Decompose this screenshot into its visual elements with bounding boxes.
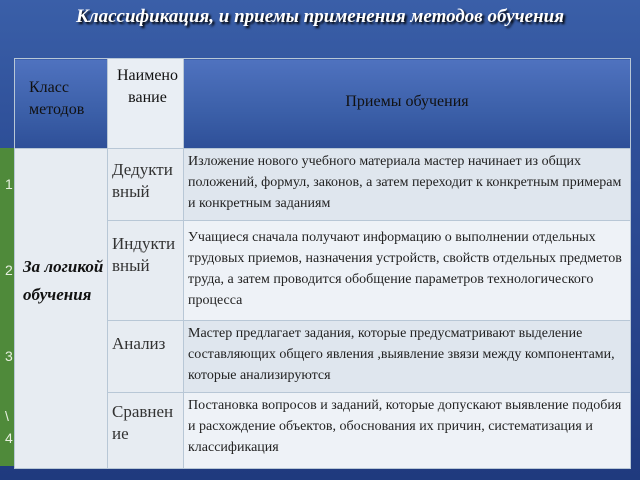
method-name: Индуктивный <box>108 221 184 321</box>
method-name: Дедуктивный <box>108 149 184 221</box>
class-cell <box>15 149 108 469</box>
method-description: Мастер предлагает задания, которые предусматривают выделение составляющих общего явления ,выявление звязи между компонентами, которые анализируются <box>184 321 631 393</box>
method-name: Анализ <box>108 321 184 393</box>
header-techniques: Приемы обучения <box>184 59 631 149</box>
row-number-backslash: \ <box>5 408 9 424</box>
table-row <box>15 321 631 393</box>
header-class: Класс методов <box>15 59 108 149</box>
method-name: Сравнение <box>108 393 184 469</box>
table-row <box>15 221 631 321</box>
slide-title: Классификация, и приемы применения методов обучения <box>75 6 564 27</box>
table-header-row <box>15 59 631 149</box>
row-number-3: 3 <box>5 348 13 364</box>
row-number-strip <box>0 148 15 466</box>
row-number-4: 4 <box>5 430 13 446</box>
table-row <box>15 149 631 221</box>
method-description: Изложение нового учебного материала мастер начинает из общих положений, формул, законов, а затем переходит к конкретным примерам и конкретным заданиям <box>184 149 631 221</box>
header-name: Наименование <box>108 59 184 149</box>
method-description: Учащиеся сначала получают информацию о выполнении отдельных трудовых приемов, назначения устройств, свойств отдельных предметов труда, а затем проводится обобщение параметров технологического процесса <box>184 221 631 321</box>
method-description: Постановка вопросов и заданий, которые допускают выявление подобия и расхождение объектов, обоснования их причин, систематизация и классификация <box>184 393 631 469</box>
row-number-1: 1 <box>5 176 13 192</box>
row-number-2: 2 <box>5 262 13 278</box>
class-value: За логикой обучения <box>23 257 104 304</box>
methods-table <box>14 58 631 469</box>
table-row <box>15 393 631 469</box>
